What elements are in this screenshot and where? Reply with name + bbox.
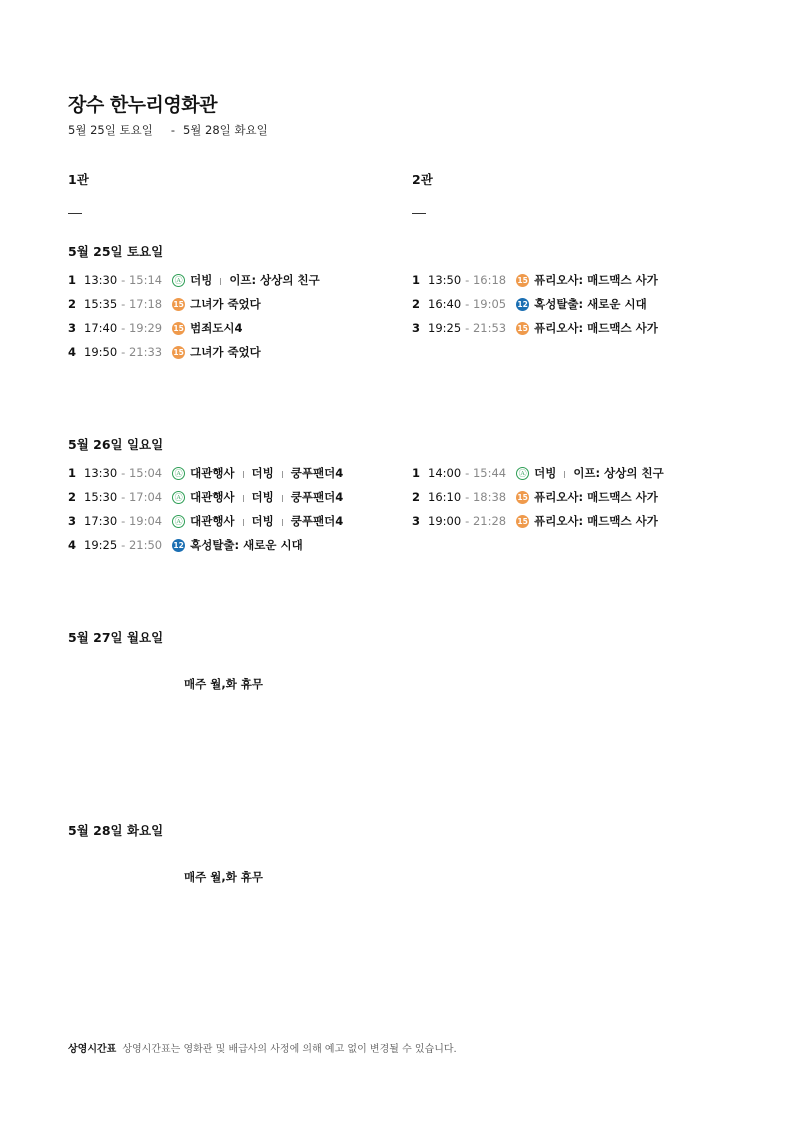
end-time: - 19:29 [121,321,163,335]
movie-title-part: 이프: 상상의 친구 [573,466,664,480]
end-time: - 17:18 [121,297,163,311]
showtime-row [412,316,658,340]
showtime-row [68,268,320,292]
showtime-row [412,292,658,316]
movie-title-part: 퓨리오사: 매드맥스 사가 [534,490,658,504]
start-time: 17:30 [84,514,118,528]
rating-15-icon: 15 [517,492,528,502]
movie-title-part: 그녀가 죽었다 [190,345,261,359]
movie-title-part: 퓨리오사: 매드맥스 사가 [534,514,658,528]
end-time: - 19:05 [465,297,507,311]
hall-2-schedule [412,461,664,533]
start-time: 19:25 [428,321,462,335]
movie-title-part: 쿵푸팬더4 [290,514,344,528]
showtime-number: 2 [412,297,421,311]
showtime-row [412,268,658,292]
theater-title: 장수 한누리영화관 [68,94,217,116]
start-time: 13:30 [84,466,118,480]
date-range [68,122,268,138]
showtime-number: 3 [68,514,77,528]
rating-12-icon: 12 [517,299,528,309]
showtime-number: 2 [68,297,77,311]
end-time: - 18:38 [465,490,507,504]
end-time: - 15:44 [465,466,507,480]
showtime-number: 1 [412,273,421,287]
showtime-number: 1 [68,273,77,287]
showtime-row [412,461,664,485]
showtime-number: 1 [412,466,421,480]
start-time: 19:00 [428,514,462,528]
hall-2-rule [412,213,426,214]
rating-15-icon: 15 [173,299,184,309]
range-dash: - [170,123,175,137]
start-time: 17:40 [84,321,118,335]
movie-title-part: 더빙 [251,514,274,528]
showtime-row [68,461,343,485]
start-time: 15:35 [84,297,118,311]
end-time: - 15:14 [121,273,163,287]
end-time: - 15:04 [121,466,163,480]
showtime-number: 3 [68,321,77,335]
end-time: - 21:50 [121,538,163,552]
day-title: 5월 25일 토요일 [68,244,164,259]
showtime-row [412,509,664,533]
rating-all-icon: Ⓐ [172,467,185,480]
hall-1-schedule [68,461,343,557]
movie-title-part: 퓨리오사: 매드맥스 사가 [534,321,658,335]
title-separator [282,471,283,478]
hall-2-heading: 2관 [412,172,433,187]
closed-notice: 매주 월,화 휴무 [184,870,264,884]
showtime-number: 2 [68,490,77,504]
showtime-number: 4 [68,345,77,359]
day-title: 5월 27일 월요일 [68,630,164,645]
title-separator [243,519,244,526]
showtime-row [412,485,664,509]
title-separator [243,495,244,502]
day-title: 5월 28일 화요일 [68,823,164,838]
movie-title-part: 쿵푸팬더4 [290,490,344,504]
movie-title-part: 퓨리오사: 매드맥스 사가 [534,273,658,287]
end-time: - 21:28 [465,514,507,528]
showtime-row [68,485,343,509]
hall-2-schedule [412,268,658,340]
rating-all-icon: Ⓐ [172,274,185,287]
movie-title-part: 범죄도시4 [190,321,243,335]
movie-title-part: 더빙 [190,273,213,287]
movie-title-part: 더빙 [534,466,557,480]
footer-label: 상영시간표 [68,1044,117,1055]
end-time: - 17:04 [121,490,163,504]
title-separator [243,471,244,478]
movie-title-part: 대관행사 [190,490,235,504]
range-start: 5월 25일 토요일 [68,123,153,137]
start-time: 14:00 [428,466,462,480]
showtime-row [68,533,343,557]
rating-all-icon: Ⓐ [172,515,185,528]
hall-1-rule [68,213,82,214]
closed-notice: 매주 월,화 휴무 [184,677,264,691]
start-time: 15:30 [84,490,118,504]
movie-title-part: 대관행사 [190,466,235,480]
showtime-number: 4 [68,538,77,552]
end-time: - 16:18 [465,273,507,287]
showtime-row [68,292,320,316]
end-time: - 21:53 [465,321,507,335]
start-time: 16:10 [428,490,462,504]
showtime-number: 1 [68,466,77,480]
rating-15-icon: 15 [517,516,528,526]
movie-title-part: 혹성탈출: 새로운 시대 [190,538,303,552]
start-time: 19:50 [84,345,118,359]
movie-title-part: 그녀가 죽었다 [190,297,261,311]
rating-12-icon: 12 [173,540,184,550]
showtime-row [68,509,343,533]
hall-1-schedule [68,268,320,364]
title-separator [282,495,283,502]
movie-title-part: 더빙 [251,490,274,504]
showtime-number: 2 [412,490,421,504]
start-time: 19:25 [84,538,118,552]
rating-15-icon: 15 [517,275,528,285]
showtime-number: 3 [412,321,421,335]
title-separator [564,471,565,478]
hall-1-heading: 1관 [68,172,89,187]
showtime-row [68,316,320,340]
title-separator [220,278,221,285]
showtime-row [68,340,320,364]
rating-15-icon: 15 [173,347,184,357]
start-time: 13:50 [428,273,462,287]
footer-text: 상영시간표는 영화관 및 배급사의 사정에 의해 예고 없이 변경될 수 있습니다. [122,1044,457,1055]
movie-title-part: 이프: 상상의 친구 [229,273,320,287]
end-time: - 19:04 [121,514,163,528]
range-end: 5월 28일 화요일 [182,123,268,137]
rating-all-icon: Ⓐ [172,491,185,504]
start-time: 16:40 [428,297,462,311]
rating-all-icon: Ⓐ [516,467,529,480]
rating-15-icon: 15 [173,323,184,333]
rating-15-icon: 15 [517,323,528,333]
footer-note [68,1040,457,1055]
movie-title-part: 쿵푸팬더4 [290,466,344,480]
title-separator [282,519,283,526]
movie-title-part: 혹성탈출: 새로운 시대 [534,297,647,311]
end-time: - 21:33 [121,345,163,359]
showtime-number: 3 [412,514,421,528]
day-title: 5월 26일 일요일 [68,437,164,452]
movie-title-part: 더빙 [251,466,274,480]
movie-title-part: 대관행사 [190,514,235,528]
start-time: 13:30 [84,273,118,287]
